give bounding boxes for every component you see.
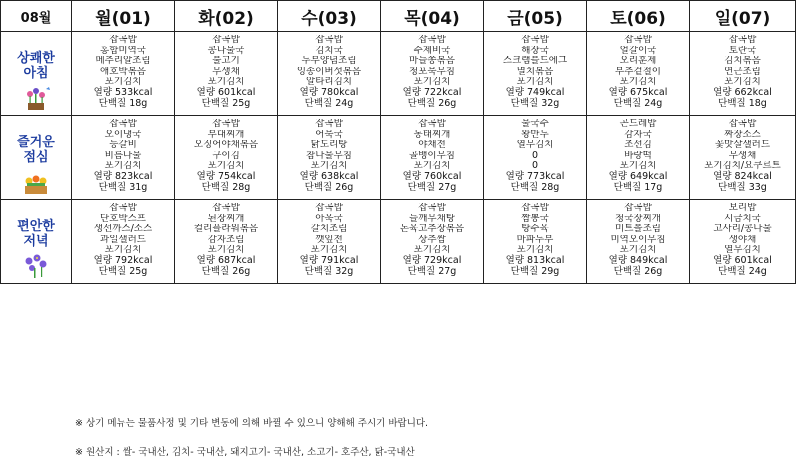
menu-item: 불고기 [212, 56, 240, 67]
menu-item: 오징어야채볶음 [193, 140, 259, 151]
menu-item: 시금치국 [724, 213, 761, 224]
calorie-value: 열량 813kcal [505, 254, 565, 266]
calorie-value: 열량 760kcal [402, 170, 462, 182]
menu-item: 잡곡밥 [418, 119, 446, 129]
menu-item: 무생채 [728, 150, 757, 161]
calorie-value: 열량 791kcal [299, 254, 359, 266]
protein-value: 단백질 25g [98, 265, 148, 277]
day-header-wed: 수(03) [278, 1, 381, 32]
menu-item: 깻잎전 [315, 234, 343, 245]
menu-item: 멸치볶음 [516, 66, 554, 77]
menu-cell [381, 116, 484, 200]
menu-item: 포기김치 [413, 245, 451, 256]
calorie-value: 열량 722kcal [402, 86, 462, 98]
menu-cell [175, 116, 278, 200]
protein-value: 단백질 26g [201, 265, 251, 277]
calorie-value: 열량 649kcal [608, 170, 668, 182]
protein-value: 단백질 28g [510, 181, 560, 193]
menu-cell [587, 32, 690, 116]
calorie-value: 열량 849kcal [608, 254, 668, 266]
menu-item: 포기김치 [516, 245, 554, 256]
menu-item: 얼갈이국 [619, 45, 657, 56]
lunch-label-line: 점심 [23, 149, 49, 165]
protein-value: 단백질 27g [407, 265, 457, 277]
menu-cell [278, 200, 381, 284]
menu-item: 포기김치 [619, 245, 657, 256]
day-header-tue: 화(02) [175, 1, 278, 32]
menu-change-notice: ※ 상기 메뉴는 물품사정 및 기타 변동에 의해 바뀔 수 있으니 양해해 주시기 바랍니다. [75, 418, 429, 429]
calorie-value: 열량 729kcal [402, 254, 462, 266]
menu-item: 포기김치 [207, 77, 245, 88]
breakfast-label-line: 상쾌한 [17, 50, 55, 66]
menu-item: 열무김치 [516, 140, 554, 151]
menu-item: 조선김 [624, 140, 652, 151]
menu-item: 포기김치 [310, 245, 348, 256]
menu-cell [381, 32, 484, 116]
menu-item: 스크램블드에그 [502, 56, 568, 67]
menu-item: 짬뽕국 [521, 213, 549, 224]
day-header-sat: 토(06) [587, 1, 690, 32]
menu-item: 청국장찌개 [615, 213, 661, 224]
menu-item: 잡곡밥 [728, 119, 757, 129]
menu-item: 청포묵무침 [409, 66, 455, 77]
menu-item: 왕만두 [521, 129, 549, 140]
meal-row-lunch [1, 116, 796, 200]
dinner-label-cell [1, 200, 72, 284]
menu-cell [278, 116, 381, 200]
protein-value: 단백질 29g [510, 265, 560, 277]
menu-item: 0 [531, 161, 539, 172]
menu-item: 미트볼조림 [615, 224, 661, 235]
lunch-label-cell [1, 116, 72, 200]
menu-cell [72, 32, 175, 116]
menu-item: 잡곡밥 [109, 119, 137, 129]
menu-item: 포기김치 [413, 77, 451, 88]
menu-item: 아욱국 [315, 213, 343, 224]
menu-item: 꽃맛살샐러드 [714, 140, 771, 151]
menu-item: 부대찌개 [207, 129, 245, 140]
menu-cell [381, 200, 484, 284]
menu-cell [690, 116, 796, 200]
menu-item: 해장국 [521, 45, 549, 56]
origin-notice: ※ 원산지 : 쌀- 국내산, 김치- 국내산, 돼지고기- 국내산, 소고기- 호주산, 닭-국내산 [75, 447, 415, 458]
menu-item: 포기김치 [516, 77, 554, 88]
menu-item: 골뱅이무침 [409, 150, 455, 161]
menu-cell [587, 200, 690, 284]
menu-item: 감자조림 [207, 234, 245, 245]
calorie-value: 열량 675kcal [608, 86, 668, 98]
protein-value: 단백질 18g [718, 97, 767, 109]
menu-item: 포기김치 [619, 161, 657, 172]
menu-item: 애호박볶음 [100, 66, 146, 77]
menu-item: 잡곡밥 [315, 35, 343, 45]
menu-item: 잡곡밥 [418, 35, 446, 45]
menu-item: 된장찌개 [207, 213, 245, 224]
calorie-value: 열량 823kcal [93, 170, 153, 182]
menu-item: 포기김치/요쿠르트 [704, 161, 781, 172]
menu-item: 잡곡밥 [212, 203, 240, 213]
menu-item: 비름나물 [104, 150, 142, 161]
menu-item: 포기김치 [104, 77, 142, 88]
dinner-label-line: 편안한 [17, 218, 55, 234]
protein-value: 단백질 32g [304, 265, 354, 277]
lunch-label-line: 즐거운 [17, 134, 55, 150]
menu-item: 마늘쫑볶음 [409, 56, 455, 67]
menu-item: 감자국 [624, 129, 652, 140]
flower-icon [19, 85, 53, 111]
menu-item: 마파두부 [516, 234, 554, 245]
menu-item: 잡곡밥 [418, 203, 446, 213]
protein-value: 단백질 18g [98, 97, 148, 109]
menu-item: 잡곡밥 [109, 35, 137, 45]
header-row [1, 1, 796, 32]
protein-value: 단백질 24g [613, 97, 663, 109]
calorie-value: 열량 754kcal [196, 170, 256, 182]
menu-item: 잡곡밥 [624, 203, 652, 213]
menu-item: 미역오이무침 [610, 234, 666, 245]
protein-value: 단백질 26g [613, 265, 663, 277]
menu-item: 어묵국 [315, 129, 343, 140]
calorie-value: 열량 824kcal [713, 170, 772, 182]
protein-value: 단백질 33g [718, 181, 767, 193]
day-header-fri: 금(05) [484, 1, 587, 32]
calorie-value: 열량 780kcal [299, 86, 359, 98]
menu-item: 포기김치 [724, 77, 761, 88]
menu-item: 잡곡밥 [728, 35, 757, 45]
menu-cell [484, 200, 587, 284]
menu-item: 잡곡밥 [212, 119, 240, 129]
menu-item: 부추겉절이 [615, 66, 661, 77]
menu-item: 잉송이버섯볶음 [296, 66, 362, 77]
dinner-label-line: 저녁 [23, 233, 49, 249]
calorie-value: 열량 638kcal [299, 170, 359, 182]
menu-item: 돈육고추장볶음 [399, 224, 465, 235]
menu-item: 메추리알조림 [95, 56, 151, 67]
breakfast-label-line: 아침 [23, 65, 49, 81]
menu-item: 잡곡밥 [521, 203, 549, 213]
menu-item: 등갈비 [109, 140, 137, 151]
menu-item: 오이냉국 [104, 129, 142, 140]
menu-item: 잡곡밥 [521, 35, 549, 45]
meal-row-breakfast [1, 32, 796, 116]
menu-cell [175, 32, 278, 116]
menu-item: 0 [531, 150, 539, 161]
menu-cell [690, 200, 796, 284]
menu-item: 콩나물국 [207, 45, 245, 56]
protein-value: 단백질 24g [304, 97, 354, 109]
day-header-thu: 목(04) [381, 1, 484, 32]
menu-item: 포기김치 [104, 161, 142, 172]
menu-item: 홍합미역국 [100, 45, 146, 56]
calorie-value: 열량 601kcal [196, 86, 256, 98]
menu-cell [72, 200, 175, 284]
protein-value: 단백질 26g [304, 181, 354, 193]
menu-item: 상추쌈 [418, 234, 446, 245]
day-header-sun: 일(07) [690, 1, 796, 32]
menu-item: 포기김치 [207, 245, 245, 256]
menu-item: 김치국 [315, 45, 343, 56]
menu-item: 동태찌개 [413, 129, 451, 140]
flower-icon [19, 253, 53, 279]
menu-item: 무생채 [212, 66, 240, 77]
menu-item: 컬리플라워볶음 [193, 224, 259, 235]
menu-item: 탕수육 [521, 224, 549, 235]
menu-item: 포기김치 [310, 161, 348, 172]
menu-item: 잡곡밥 [212, 35, 240, 45]
calorie-value: 열량 792kcal [93, 254, 153, 266]
menu-item: 포기김치 [207, 161, 245, 172]
calorie-value: 열량 749kcal [505, 86, 565, 98]
menu-item: 잡곡밥 [315, 203, 343, 213]
protein-value: 단백질 28g [201, 181, 251, 193]
menu-item: 잡곡밥 [315, 119, 343, 129]
calorie-value: 열량 687kcal [196, 254, 256, 266]
menu-item: 바랑떡 [624, 150, 652, 161]
menu-item: 생선까스/소스 [93, 224, 153, 235]
calorie-value: 열량 601kcal [713, 254, 772, 266]
protein-value: 단백질 26g [407, 97, 457, 109]
menu-cell [690, 32, 796, 116]
menu-cell [278, 32, 381, 116]
menu-cell [175, 200, 278, 284]
menu-item: 들깨무채탕 [409, 213, 455, 224]
menu-item: 토란국 [728, 45, 757, 56]
menu-cell [484, 116, 587, 200]
menu-item: 참나물무침 [306, 150, 352, 161]
calorie-value: 열량 662kcal [713, 86, 772, 98]
day-header-mon: 월(01) [72, 1, 175, 32]
menu-item: 고사리/콩나물 [713, 224, 772, 235]
protein-value: 단백질 27g [407, 181, 457, 193]
menu-cell [587, 116, 690, 200]
protein-value: 단백질 25g [201, 97, 251, 109]
menu-item: 잡곡밥 [109, 203, 137, 213]
menu-item: 생야채 [728, 234, 757, 245]
menu-item: 알타리김치 [306, 77, 352, 88]
menu-item: 갈치조림 [310, 224, 348, 235]
menu-item: 물국수 [521, 119, 549, 129]
menu-item: 포기김치 [104, 245, 142, 256]
protein-value: 단백질 32g [510, 97, 560, 109]
menu-item: 과일샐러드 [100, 234, 146, 245]
flower-icon [19, 169, 53, 195]
protein-value: 단백질 17g [613, 181, 663, 193]
calorie-value: 열량 533kcal [93, 86, 153, 98]
month-header: 08월 [1, 1, 72, 32]
menu-item: 수제비국 [413, 45, 451, 56]
menu-item: 단호박스프 [100, 213, 146, 224]
breakfast-label-cell [1, 32, 72, 116]
menu-item: 야채전 [418, 140, 446, 151]
menu-item: 포기김치 [413, 161, 451, 172]
protein-value: 단백질 31g [98, 181, 148, 193]
protein-value: 단백질 24g [718, 265, 767, 277]
menu-item: 닭도리탕 [310, 140, 348, 151]
menu-item: 김치볶음 [724, 56, 761, 67]
menu-item: 곤드레밥 [619, 119, 657, 129]
calorie-value: 열량 773kcal [505, 170, 565, 182]
menu-cell [72, 116, 175, 200]
meal-row-dinner [1, 200, 796, 284]
menu-item: 잡곡밥 [624, 35, 652, 45]
menu-item: 짜장소스 [724, 129, 761, 140]
menu-item: 열무김치 [724, 245, 761, 256]
menu-item: 오리훈제 [619, 56, 657, 67]
menu-item: 연근조림 [724, 66, 761, 77]
menu-cell [484, 32, 587, 116]
menu-item: 구이김 [212, 150, 240, 161]
menu-item: 포기김치 [619, 77, 657, 88]
menu-item: 두부양념조림 [301, 56, 357, 67]
menu-item: 보리밥 [728, 203, 757, 213]
